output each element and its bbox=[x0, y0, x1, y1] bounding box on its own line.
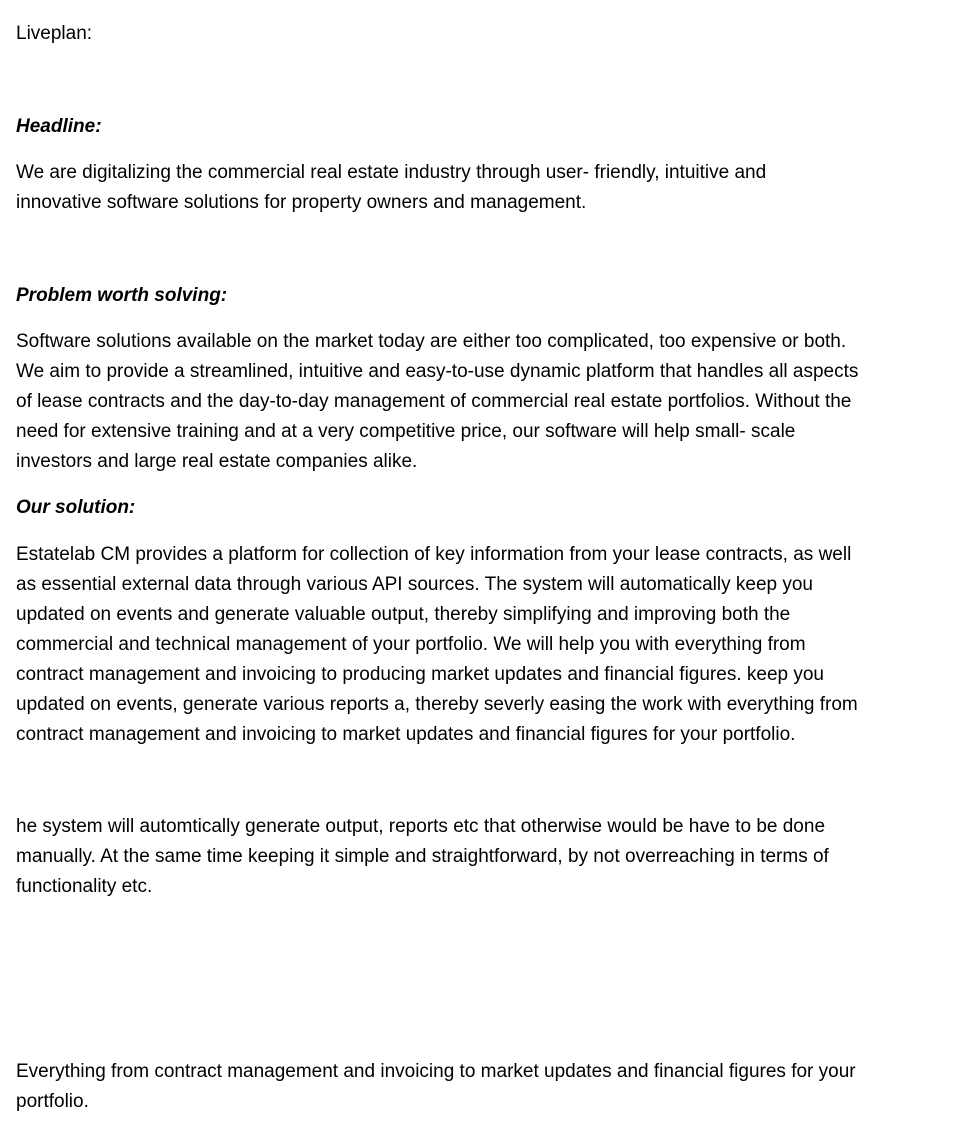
solution-line: updated on events, generate various reports a, thereby severly easing the work with everything from bbox=[16, 694, 858, 715]
closing-line: portfolio. bbox=[16, 1091, 89, 1112]
closing-line: Everything from contract management and invoicing to market updates and financial figures for your bbox=[16, 1061, 856, 1082]
solution-line: as essential external data through various API sources. The system will automatically keep you bbox=[16, 574, 813, 595]
solution-line: Estatelab CM provides a platform for collection of key information from your lease contracts, as well bbox=[16, 544, 852, 565]
solution-line: updated on events and generate valuable output, thereby simplifying and improving both the bbox=[16, 604, 791, 625]
solution-line: contract management and invoicing to producing market updates and financial figures. keep you bbox=[16, 664, 824, 685]
solution-line: contract management and invoicing to market updates and financial figures for your portfolio. bbox=[16, 724, 796, 745]
headline-paragraph bbox=[16, 158, 952, 218]
solution-heading: Our solution: bbox=[16, 497, 136, 518]
problem-line: need for extensive training and at a very competitive price, our software will help small- scale bbox=[16, 421, 796, 442]
solution-paragraph bbox=[16, 540, 952, 750]
headline-line: innovative software solutions for property owners and management. bbox=[16, 192, 587, 213]
problem-line: of lease contracts and the day-to-day management of commercial real estate portfolios. Without the bbox=[16, 391, 852, 412]
headline-heading: Headline: bbox=[16, 116, 102, 137]
headline-line: We are digitalizing the commercial real estate industry through user- friendly, intuitive and bbox=[16, 162, 767, 183]
problem-line: We aim to provide a streamlined, intuitive and easy-to-use dynamic platform that handles all aspects bbox=[16, 361, 859, 382]
note-line: he system will automtically generate output, reports etc that otherwise would be have to be done bbox=[16, 816, 826, 837]
problem-paragraph bbox=[16, 327, 952, 477]
note-paragraph bbox=[16, 812, 952, 902]
problem-line: Software solutions available on the market today are either too complicated, too expensive or both. bbox=[16, 331, 847, 352]
document-title: Liveplan: bbox=[16, 23, 93, 44]
note-line: functionality etc. bbox=[16, 876, 153, 897]
solution-line: commercial and technical management of your portfolio. We will help you with everything from bbox=[16, 634, 806, 655]
closing-paragraph bbox=[16, 1057, 952, 1117]
problem-heading: Problem worth solving: bbox=[16, 285, 228, 306]
problem-line: investors and large real estate companies alike. bbox=[16, 451, 418, 472]
note-line: manually. At the same time keeping it simple and straightforward, by not overreaching in terms of bbox=[16, 846, 829, 867]
